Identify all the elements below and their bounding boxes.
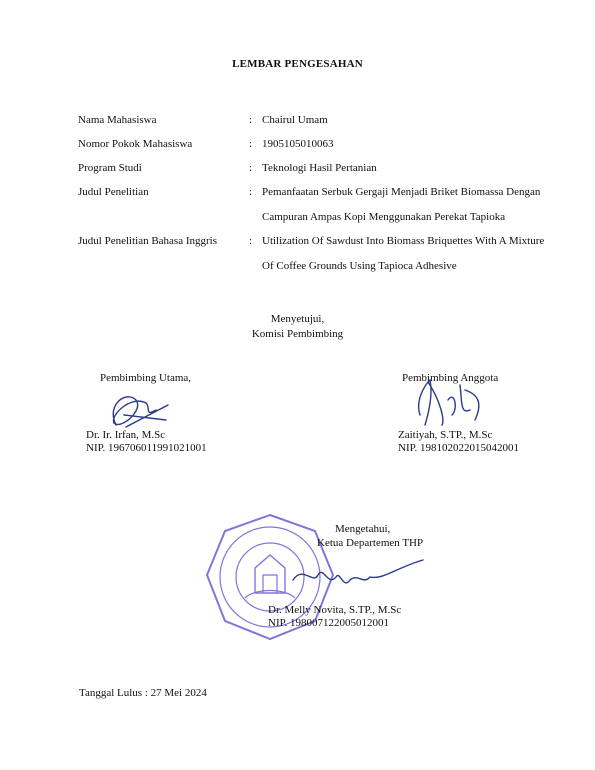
signature-main [96,385,176,435]
approval-line2: Komisi Pembimbing [251,328,344,340]
field-value-line2: Of Coffee Grounds Using Tapioca Adhesive [262,260,457,272]
supervisor-member-role: Pembimbing Anggota [402,372,499,384]
acknowledge-line1: Mengetahui, [335,523,391,535]
field-value: Teknologi Hasil Pertanian [262,162,377,174]
supervisor-member-info [398,429,519,455]
supervisor-main-name: Dr. Ir. Irfan, M.Sc [86,429,166,441]
supervisor-member-nip: NIP. 198102022015042001 [398,442,520,454]
field-colon: : [249,114,253,126]
acknowledge-line2: Ketua Departemen THP [317,537,424,549]
field-colon: : [249,235,253,247]
field-label: Judul Penelitian Bahasa Inggris [78,235,218,247]
field-label: Program Studi [78,162,142,174]
acknowledge-header [317,522,423,550]
field-label: Nama Mahasiswa [78,114,157,126]
acknowledge-name: Dr. Melly Novita, S.TP., M.Sc [268,604,402,616]
signature-member [400,370,490,430]
signature-head [288,555,428,595]
page-title: LEMBAR PENGESAHAN [232,58,363,70]
graduation-date: Tanggal Lulus : 27 Mei 2024 [79,687,207,699]
approval-line1: Menyetujui, [270,313,325,325]
supervisor-main-info [86,429,207,455]
field-label: Judul Penelitian [78,186,149,198]
field-value-line2: Campuran Ampas Kopi Menggunakan Perekat Tapioka [262,211,506,223]
supervisor-member-name: Zaitiyah, S.TP., M.Sc [398,429,493,441]
field-colon: : [249,138,253,150]
field-colon: : [249,162,253,174]
field-colon: : [249,186,253,198]
field-value: Pemanfaatan Serbuk Gergaji Menjadi Briket Biomassa Dengan [262,186,541,198]
supervisor-main-nip: NIP. 196706011991021001 [86,442,207,454]
acknowledge-info [268,604,401,630]
field-value: 1905105010063 [262,138,334,150]
field-label: Nomor Pokok Mahasiswa [78,138,193,150]
field-value: Chairul Umam [262,114,328,126]
supervisor-main-role: Pembimbing Utama, [100,372,192,384]
acknowledge-nip: NIP. 198007122005012001 [268,617,390,629]
approval-block [0,312,595,342]
field-value: Utilization Of Sawdust Into Biomass Briquettes With A Mixture [262,235,545,247]
